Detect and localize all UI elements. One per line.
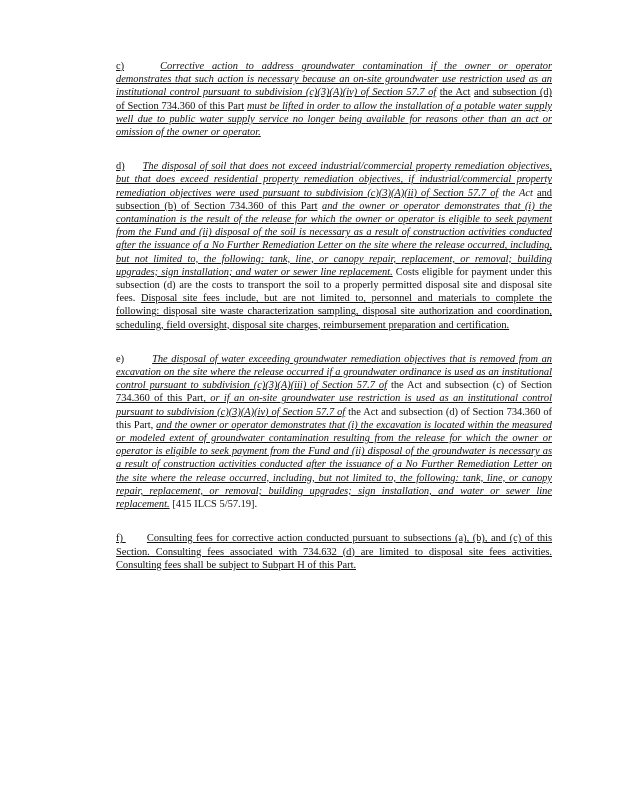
paragraph-text: the Act and subsection (d) of Section 734.360 of this Part, bbox=[116, 406, 552, 431]
paragraph-c bbox=[116, 60, 552, 139]
paragraph-text: and subsection (b) of Section 734.360 of this Part bbox=[116, 187, 552, 212]
paragraph-d bbox=[116, 160, 552, 332]
paragraph-text: Disposal site fees include, but are not limited to, personnel and materials to complete the following: disposal site waste characterization sampling, disposal site authorization and coordination, scheduling, field oversight, disposal site charges, reimbursement preparation and certification. bbox=[116, 293, 552, 331]
paragraph-text: the Act and subsection (c) of Section bbox=[390, 380, 552, 392]
paragraph-text: Consulting fees for corrective action conducted pursuant to subsections (a), (b), and (c) of this Section. Consulting fees associated with 734.632 (d) are limited to disposal site fees activities. Consulting fees shall be subject to Subpart H of this Part. bbox=[116, 533, 552, 571]
paragraph-text: the Act bbox=[502, 187, 533, 199]
paragraph-text: the Act bbox=[439, 87, 471, 99]
paragraph-text: and subsection (d) of Section 734.360 of this Part bbox=[116, 87, 552, 112]
paragraph-text: and the owner or operator demonstrates that (i) the contamination is the result of the release for which the owner or operator is eligible to seek payment from the Fund and (ii) disposal of the soil is necessary as a result of construction activities conducted after the issuance of a No Further Remediation Letter on the site where the release occurred, including, but not limited to, the following: tank, line, or canopy repair, replacement, or removal; building upgrades; sign installation; and water or sewer line replacement. bbox=[116, 200, 552, 278]
paragraph-text: , or if an on-site groundwater use restriction is used as an institutional control pursuant to subdivision (c)(3)(A)(iv) of Section 57.7 of bbox=[116, 393, 552, 418]
document-page bbox=[116, 60, 552, 593]
paragraph-text: The disposal of water exceeding groundwater remediation objectives that is removed from an excavation on the site where the release occurred if a groundwater ordinance is used as an institutional control pursuant to subdivision (c)(3)(A)(iii) of Section 57.7 of bbox=[116, 353, 552, 392]
section-label: c) bbox=[116, 61, 125, 72]
paragraph-text: The disposal of soil that does not exceed industrial/commercial property remediation objectives, but that does exceed residential property remediation objectives, if industrial/commercial property remediation objectives were used pursuant to subdivision (c)(3)(A)(ii) of Section 57.7 of bbox=[116, 161, 552, 199]
paragraph-text: and the owner or operator demonstrates that (i) the excavation is located within the measured or modeled extent of groundwater contamination resulting from the release for which the owner or operator is eligible to seek payment from the Fund and (ii) disposal of the groundwater is necessary as a result of construction activities conducted after the issuance of a No Further Remediation Letter on the site where the release occurred, including, but not limited to, the following: tank, line, or canopy repair, replacement, or removal; building upgrades; sign installation, and water or sewer line replacement. bbox=[116, 419, 552, 511]
paragraph-f bbox=[116, 532, 552, 572]
paragraph-text: Corrective action to address groundwater contamination if the owner or operator demonstrates that such action is necessary because an on-site groundwater use restriction used as an institutional control pursuant to subdivision (c)(3)(A)(iv) of Section 57.7 of bbox=[116, 61, 552, 99]
section-label: f) bbox=[116, 533, 123, 545]
citation: [415 ILCS 5/57.19]. bbox=[172, 499, 258, 511]
paragraph-text: Costs eligible for payment under this subsection (d) are the costs to transport the soil to a properly permitted disposal site and disposal site fees. bbox=[116, 266, 552, 305]
paragraph-text: 734.360 of this Part bbox=[116, 393, 204, 405]
section-label: d) bbox=[116, 161, 125, 173]
paragraph-text: must be lifted in order to allow the installation of a potable water supply well due to public water supply service no longer being available for reasons other than an act or omission of the owner or operator. bbox=[116, 100, 552, 139]
paragraph-e bbox=[116, 353, 552, 511]
section-label: e) bbox=[116, 353, 125, 365]
